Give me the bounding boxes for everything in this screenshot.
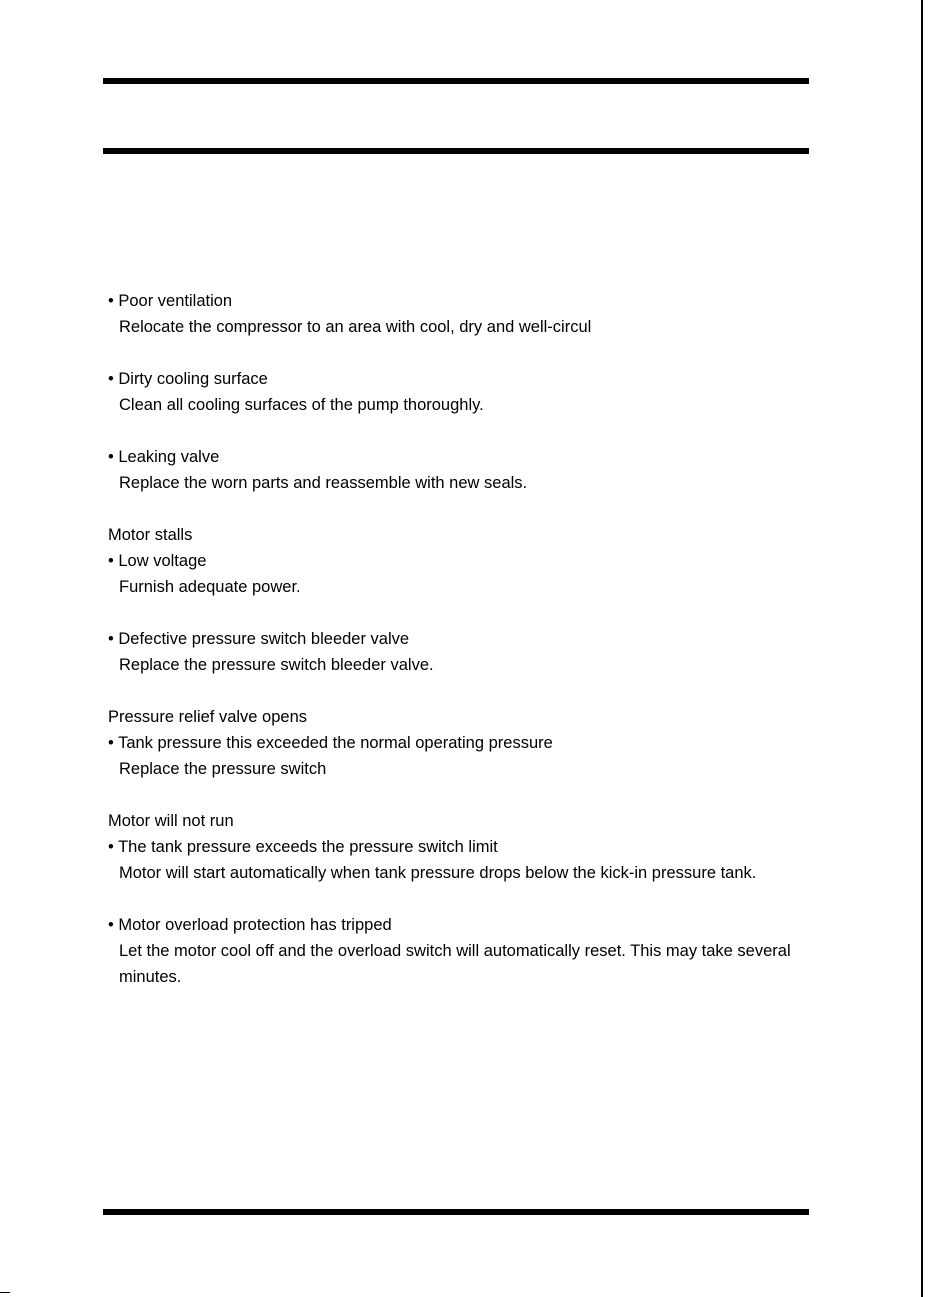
cause-tank-pressure-exceeded: • Tank pressure this exceeded the normal operating pressure (108, 734, 553, 752)
remedy-replace-bleeder-valve: Replace the pressure switch bleeder valve. (119, 656, 434, 674)
footer-rule (103, 1209, 809, 1215)
spacer (108, 782, 888, 808)
spacer (108, 886, 888, 912)
cause-defective-bleeder-valve: • Defective pressure switch bleeder valve (108, 630, 410, 648)
cause-leaking-valve: • Leaking valve (108, 448, 220, 466)
cause-poor-ventilation: • Poor ventilation (108, 292, 233, 310)
section-heading-motor-stalls: Motor stalls (108, 526, 193, 544)
header-rule (103, 148, 809, 154)
remedy-relocate-compressor: Relocate the compressor to an area with cool, dry and well-circul (119, 318, 592, 336)
cause-overload-tripped: • Motor overload protection has tripped (108, 916, 392, 934)
remedy-clean-cooling-surfaces: Clean all cooling surfaces of the pump thoroughly. (119, 396, 484, 414)
spacer (108, 678, 888, 704)
page-edge-line (921, 0, 923, 1297)
remedy-furnish-power: Furnish adequate power. (119, 578, 301, 596)
spacer (108, 418, 888, 444)
troubleshooting-content (108, 288, 888, 990)
cause-low-voltage: • Low voltage (108, 552, 207, 570)
spacer (108, 340, 888, 366)
top-rule (103, 78, 809, 84)
page-corner-mark (0, 1292, 10, 1293)
spacer (108, 496, 888, 522)
remedy-motor-auto-start: Motor will start automatically when tank pressure drops below the kick-in pressure tank. (119, 864, 757, 882)
remedy-replace-worn-parts: Replace the worn parts and reassemble with new seals. (119, 474, 528, 492)
cause-dirty-cooling-surface: • Dirty cooling surface (108, 370, 268, 388)
remedy-replace-pressure-switch: Replace the pressure switch (119, 760, 327, 778)
remedy-let-motor-cool: Let the motor cool off and the overload switch will automatically reset. This may take several (119, 942, 791, 960)
section-heading-motor-will-not-run: Motor will not run (108, 812, 234, 830)
spacer (108, 600, 888, 626)
remedy-let-motor-cool-continued: minutes. (119, 968, 182, 986)
cause-tank-pressure-exceeds-limit: • The tank pressure exceeds the pressure switch limit (108, 838, 498, 856)
section-heading-relief-valve-opens: Pressure relief valve opens (108, 708, 308, 726)
